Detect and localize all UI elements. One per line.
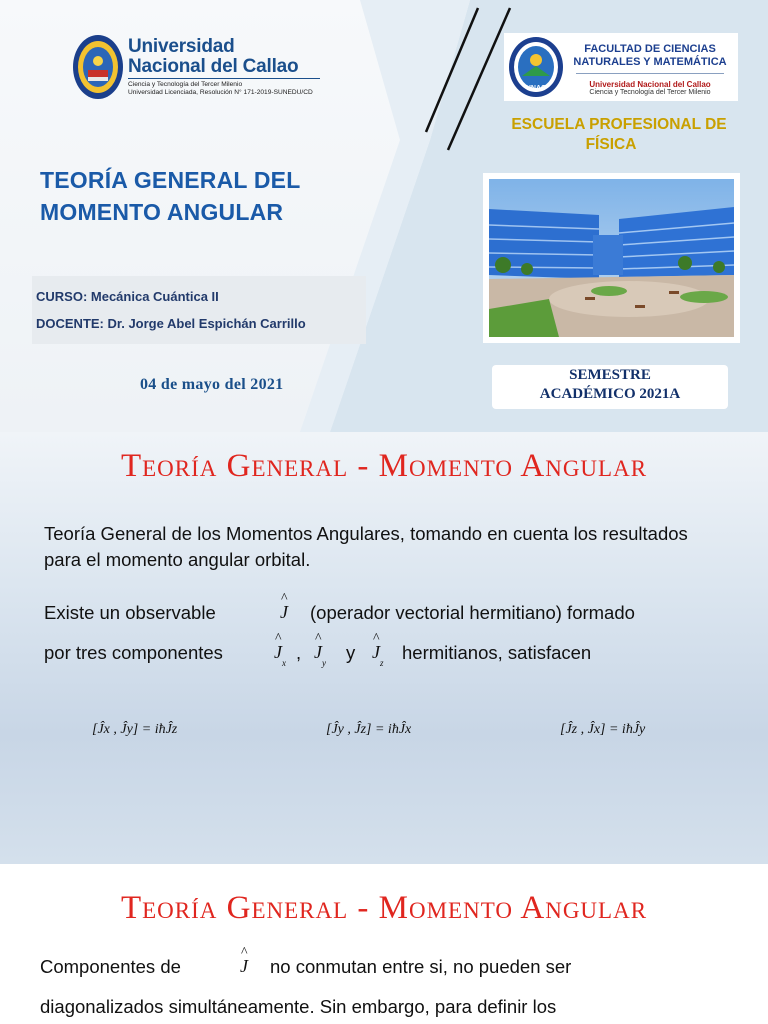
hat-mark: ^ [315,631,322,646]
operator-symbol: J [274,642,282,662]
components-nonconmuting-line [40,945,728,982]
line-text-end: no conmutan entre si, no pueden ser [270,956,572,977]
observable-text-end: (operador vectorial hermitiano) formado [310,602,635,623]
title-slide [0,0,768,432]
course-name: CURSO: Mecánica Cuántica II [36,289,219,304]
commutator-zx: [Ĵz , Ĵx] = iħĴy [560,722,646,737]
operator-jy [314,631,326,668]
university-name-line2: Nacional del Callao [128,56,299,77]
operator-symbol: J [280,602,288,622]
presentation-date: 04 de mayo del 2021 [140,376,284,393]
faculty-divider [576,73,724,74]
teacher-name: DOCENTE: Dr. Jorge Abel Espichán Carrillo [36,316,306,331]
components-text-end: hermitianos, satisfacen [402,642,592,663]
university-tagline: Ciencia y Tecnología del Tercer Milenio [128,81,243,88]
operator-j [280,591,288,623]
university-name-line1: Universidad [128,36,235,57]
theory-slide [0,432,768,864]
faculty-seal-icon [508,36,564,98]
operator-jx [274,631,286,668]
semester-label-line2: ACADÉMICO 2021A [539,386,681,402]
operator-jz [372,631,384,668]
hat-mark: ^ [373,631,380,646]
hat-mark: ^ [281,591,288,606]
faculty-university: Universidad Nacional del Callao [589,80,711,89]
operator-symbol: J [314,642,322,662]
commutator-xy: [Ĵx , Ĵy] = iħĴz [92,722,178,737]
operator-symbol: J [240,956,248,976]
campus-photo-frame [483,173,740,343]
faculty-name-line1: FACULTAD DE CIENCIAS [584,43,716,55]
school-name-line2: FÍSICA [585,136,637,153]
components-text-start: por tres componentes [44,642,223,663]
diagonalization-line: diagonalizados simultáneamente. Sin embargo, para definir los [40,996,557,1017]
campus-photo [489,179,734,337]
presentation-title: TEORÍA GENERAL DEL MOMENTO ANGULAR [40,167,301,225]
slide-heading: Teoría General - Momento Angular [120,890,648,926]
components-line [44,631,724,668]
hat-mark: ^ [275,631,282,646]
faculty-name-line2: NATURALES Y MATEMÁTICA [573,56,727,68]
commutator-yz: [Ĵy , Ĵz] = iħĴx [326,722,412,737]
semester-label-line1: SEMESTRE [569,367,651,383]
line-text-start: Componentes de [40,956,181,977]
university-license: Universidad Licenciada, Resolución N° 171-2019-SUNEDU/CD [128,89,313,96]
comma: , [296,642,302,663]
operator-j [240,945,248,977]
intro-paragraph: Teoría General de los Momentos Angulares, tomando en cuenta los resultados para el momento angular orbital. [44,523,688,570]
hat-mark: ^ [241,945,248,960]
subscript-x: x [282,657,286,668]
observable-line [44,591,724,628]
operator-symbol: J [372,642,380,662]
university-divider [128,78,320,79]
conjunction-y: y [346,642,356,663]
faculty-tagline: Ciencia y Tecnología del Tercer Milenio [589,89,711,96]
faculty-seal-text: UNAC [525,85,547,92]
continuation-slide [0,864,768,1024]
school-name-line1: ESCUELA PROFESIONAL DE [511,116,727,133]
subscript-y: y [322,657,326,668]
slide-heading: Teoría General - Momento Angular [120,448,648,484]
subscript-z: z [380,657,384,668]
course-info-box [32,276,366,344]
observable-text-start: Existe un observable [44,602,216,623]
university-seal-icon [72,34,124,100]
